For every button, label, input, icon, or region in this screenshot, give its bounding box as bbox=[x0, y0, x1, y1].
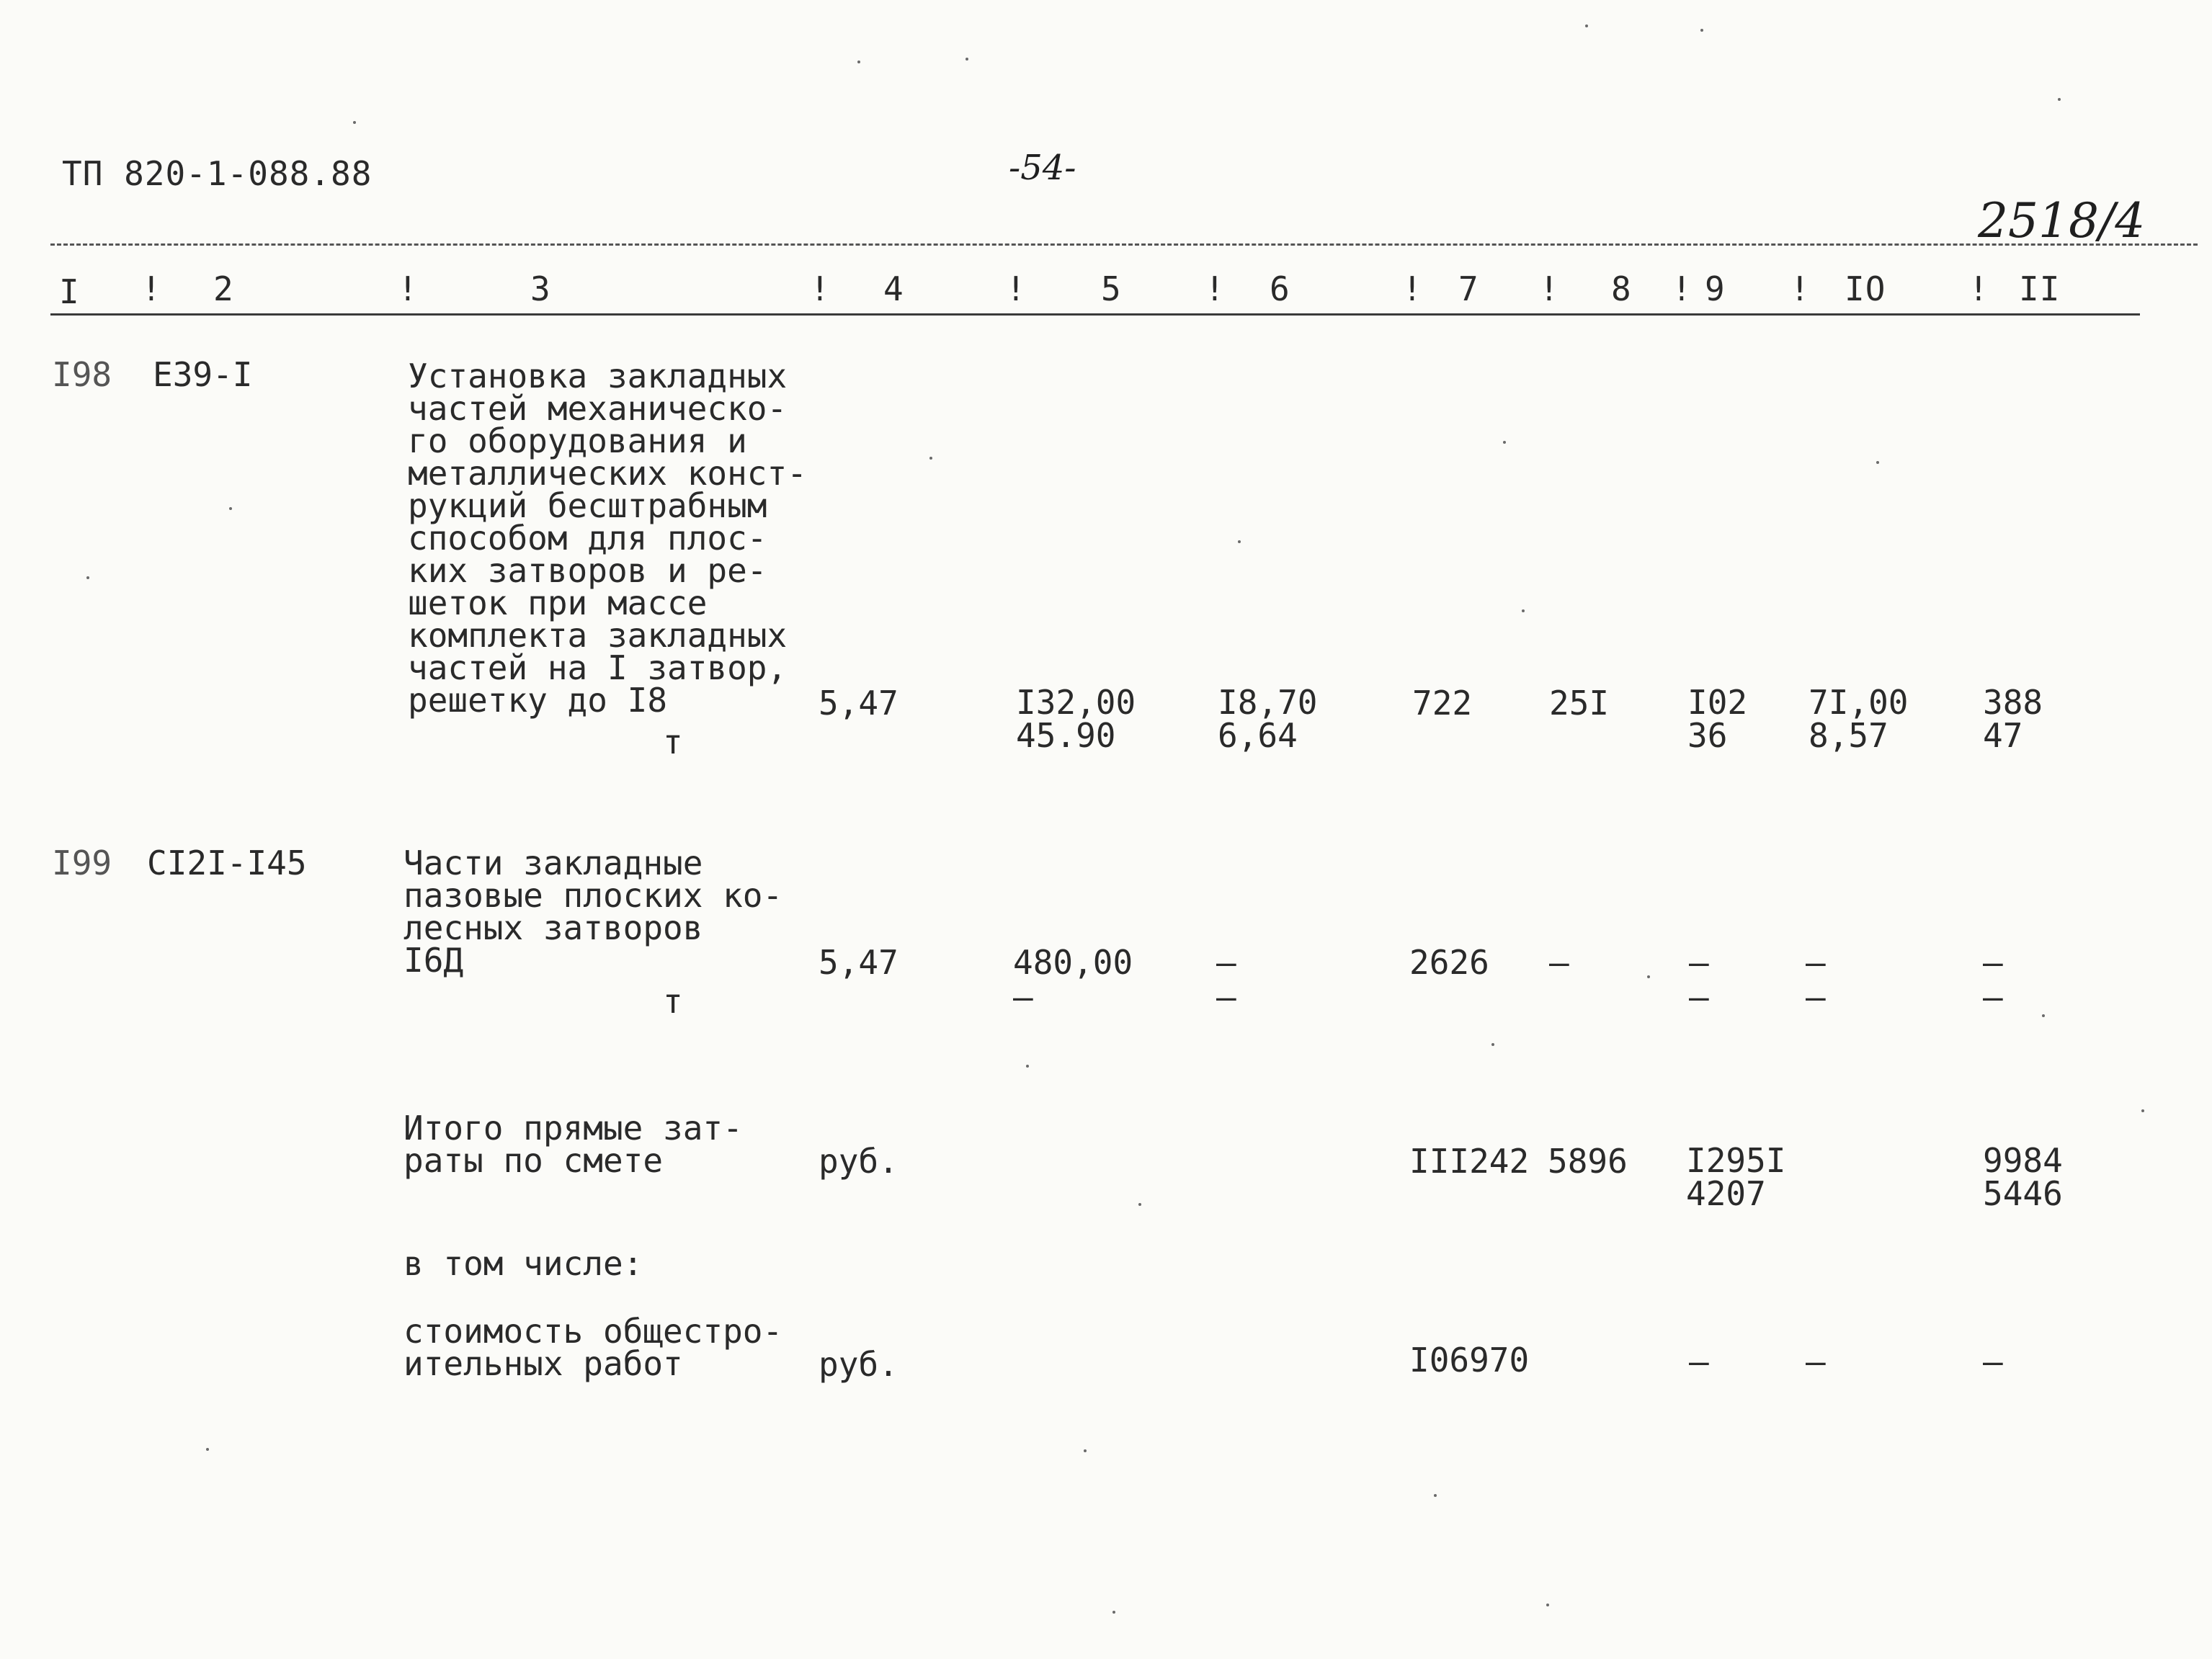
totals-col7: III242 bbox=[1409, 1142, 1530, 1181]
scan-speck bbox=[1026, 1065, 1029, 1068]
col-separator: ! bbox=[1006, 269, 1027, 308]
col-separator: ! bbox=[398, 269, 419, 308]
col-header-9: 9 bbox=[1705, 269, 1726, 308]
row-description: Части закладные пазовые плоских ко- лесных затворов I6Д bbox=[403, 844, 783, 980]
cell-col10: – – bbox=[1806, 943, 1826, 1016]
col-separator: ! bbox=[1968, 269, 1989, 308]
scan-speck bbox=[1084, 1449, 1087, 1452]
scan-speck bbox=[2042, 1014, 2045, 1017]
scan-speck bbox=[353, 121, 356, 124]
col-header-11: II bbox=[2019, 269, 2061, 308]
row-unit: т bbox=[663, 723, 683, 761]
col-header-1: I bbox=[59, 272, 80, 311]
col-separator: ! bbox=[141, 269, 162, 308]
cell-col8: – bbox=[1549, 943, 1569, 982]
row-code: E39-I bbox=[153, 355, 253, 394]
header-bottom-rule bbox=[50, 313, 2140, 316]
col-header-8: 8 bbox=[1611, 269, 1632, 308]
scan-speck bbox=[2058, 98, 2061, 101]
col-separator: ! bbox=[1672, 269, 1693, 308]
scan-speck bbox=[1546, 1604, 1549, 1606]
cell-col6: – – bbox=[1216, 943, 1236, 1016]
scan-speck bbox=[1585, 24, 1588, 27]
row-number: I99 bbox=[52, 844, 112, 882]
cell-col10: 7I,00 8,57 bbox=[1809, 683, 1909, 755]
col-header-7: 7 bbox=[1458, 269, 1479, 308]
totals-col8: 5896 bbox=[1548, 1142, 1628, 1181]
cell-col5: I32,00 45.90 bbox=[1016, 683, 1136, 755]
col-header-4: 4 bbox=[883, 269, 904, 308]
cell-col9: I02 36 bbox=[1687, 683, 1748, 755]
cell-col4: 5,47 bbox=[819, 943, 898, 982]
col-header-6: 6 bbox=[1270, 269, 1290, 308]
totals-col11: 9984 5446 bbox=[1983, 1141, 2063, 1213]
scan-speck bbox=[86, 576, 89, 579]
scan-speck bbox=[929, 457, 932, 460]
col-separator: ! bbox=[1539, 269, 1560, 308]
scan-speck bbox=[1138, 1203, 1141, 1206]
subtotal-col9: – bbox=[1689, 1342, 1709, 1381]
handwritten-note: 2518/4 bbox=[1978, 193, 2146, 249]
scan-speck bbox=[206, 1448, 209, 1451]
cell-col7: 2626 bbox=[1409, 943, 1489, 982]
cell-col6: I8,70 6,64 bbox=[1218, 683, 1318, 755]
cell-col7: 722 bbox=[1412, 684, 1473, 723]
subtotal-heading: в том числе: bbox=[403, 1244, 643, 1283]
scan-speck bbox=[1522, 609, 1525, 612]
col-header-3: 3 bbox=[530, 269, 551, 308]
scan-speck bbox=[1434, 1494, 1437, 1497]
col-header-10: IO bbox=[1845, 269, 1886, 308]
scan-speck bbox=[965, 58, 968, 61]
col-separator: ! bbox=[1402, 269, 1423, 308]
cell-col4: 5,47 bbox=[819, 684, 898, 723]
scan-speck bbox=[2141, 1109, 2144, 1112]
col-header-2: 2 bbox=[213, 269, 234, 308]
subtotal-unit: руб. bbox=[819, 1345, 898, 1384]
totals-unit: руб. bbox=[819, 1142, 898, 1181]
col-separator: ! bbox=[1790, 269, 1811, 308]
row-description: Установка закладных частей механическо- го оборудования и металлических конст- рукций бесштрабным способом для плос- ких затворов и ре- шеток при массе комплекта закладных частей на I затвор, решетку до I8 bbox=[408, 357, 807, 720]
row-number: I98 bbox=[52, 355, 112, 394]
page-number: -54- bbox=[1009, 148, 1076, 188]
subtotal-label: стоимость общестро- ительных работ bbox=[403, 1312, 783, 1383]
scan-speck bbox=[1700, 29, 1703, 32]
subtotal-col11: – bbox=[1983, 1342, 2003, 1381]
row-code: CI2I-I45 bbox=[147, 844, 307, 882]
scan-speck bbox=[1647, 975, 1650, 978]
scan-speck bbox=[857, 61, 860, 63]
scan-speck bbox=[1491, 1043, 1494, 1046]
subtotal-col7: I06970 bbox=[1409, 1341, 1530, 1379]
scan-speck bbox=[1112, 1611, 1115, 1614]
cell-col5: 480,00 – bbox=[1013, 943, 1133, 1016]
subtotal-col10: – bbox=[1806, 1342, 1826, 1381]
document-code: ТП 820-1-088.88 bbox=[62, 154, 373, 193]
cell-col9: – – bbox=[1689, 943, 1709, 1016]
cell-col11: – – bbox=[1983, 943, 2003, 1016]
totals-col9: I295I 4207 bbox=[1686, 1141, 1786, 1213]
col-separator: ! bbox=[1205, 269, 1226, 308]
cell-col11: 388 47 bbox=[1983, 683, 2043, 755]
scan-speck bbox=[1503, 441, 1506, 444]
scan-speck bbox=[1238, 540, 1241, 543]
row-unit: т bbox=[663, 982, 683, 1021]
header-top-rule bbox=[50, 243, 2198, 246]
totals-label: Итого прямые зат- раты по смете bbox=[403, 1109, 743, 1180]
scan-speck bbox=[229, 507, 232, 510]
scan-speck bbox=[1876, 461, 1879, 464]
cell-col8: 25I bbox=[1549, 684, 1610, 723]
col-header-5: 5 bbox=[1101, 269, 1122, 308]
col-separator: ! bbox=[810, 269, 831, 308]
